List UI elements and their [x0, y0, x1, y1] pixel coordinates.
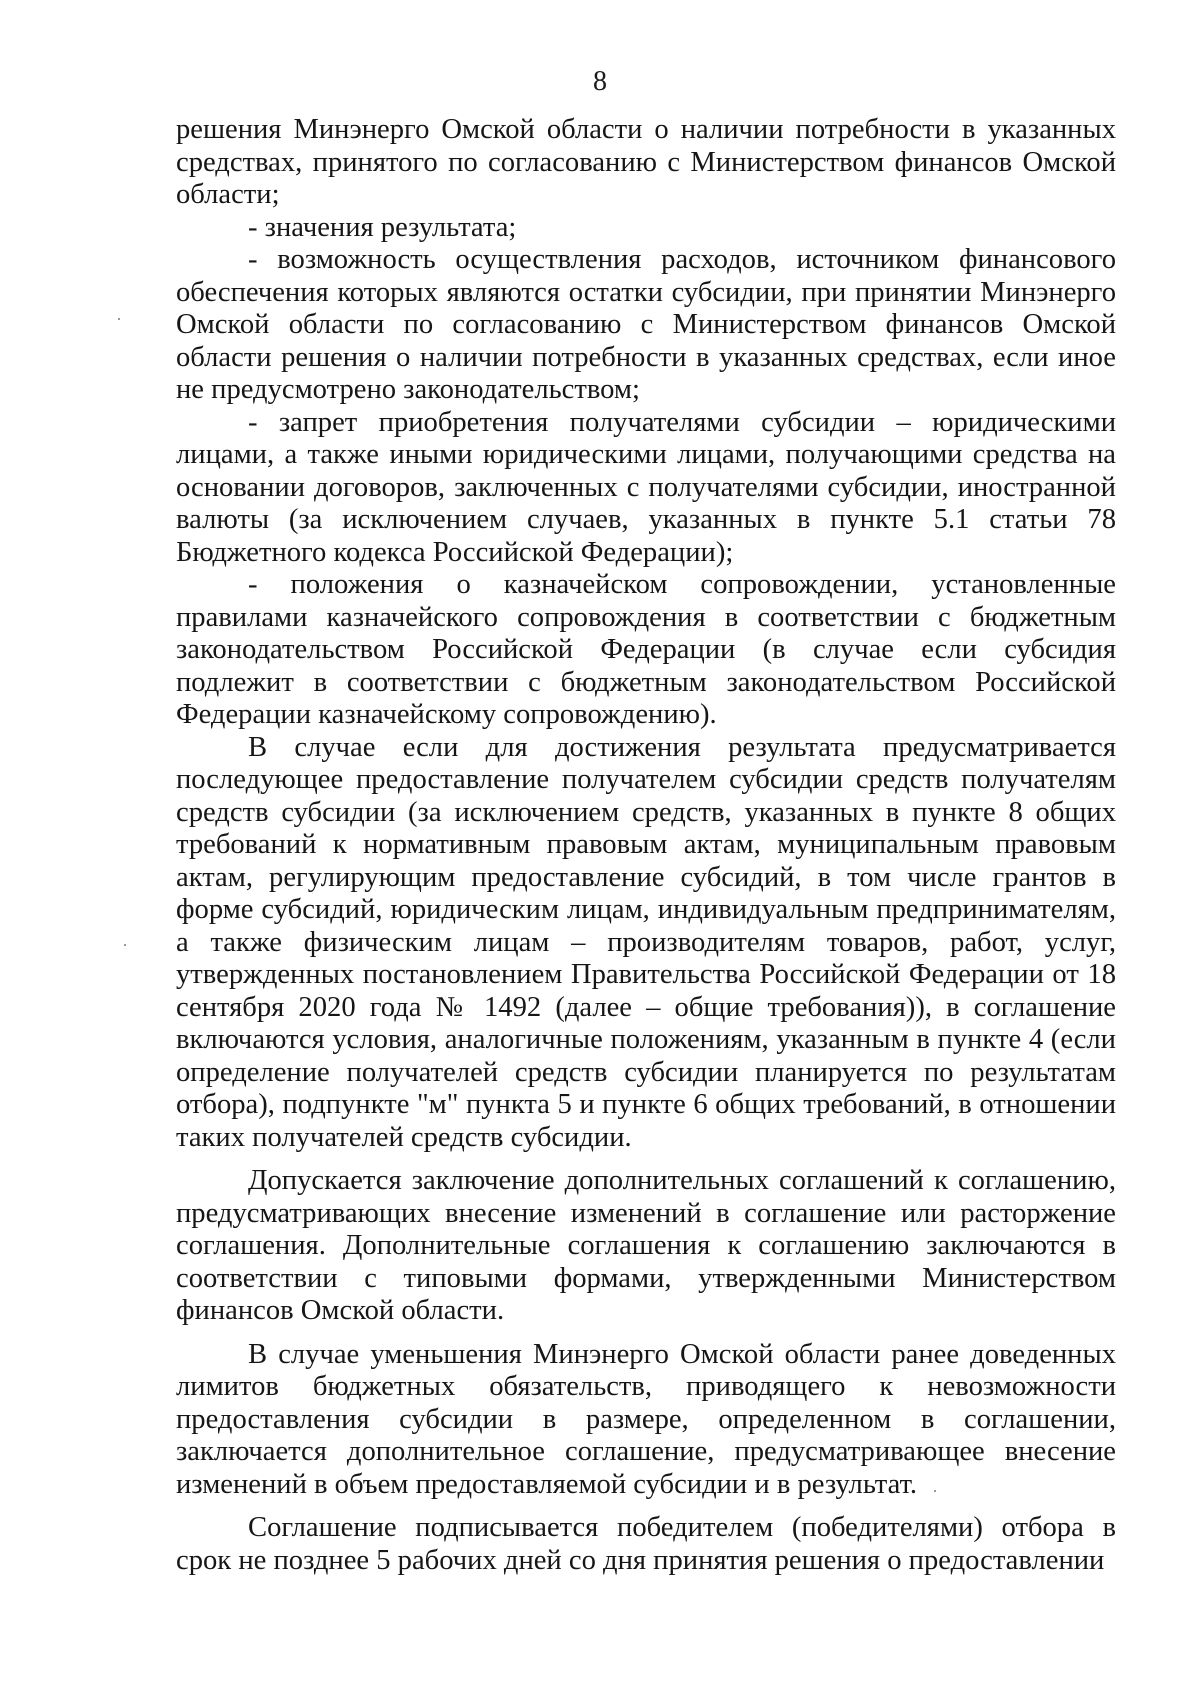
paragraph-result-achievement: В случае если для достижения результата предусматривается последующее предоставление получателем субсидии средств получателям средств субсидии (за исключением средств, указанных в пункте 8 общих требований к нормативным правовым актам, муниципальным правовым актам, регулирующим предоставление субсидий, в том числе грантов в форме субсидий, юридическим лицам, индивидуальным предпринимателям, а также физическим лицам – производителям товаров, работ, услуг, утвержденных постановлением Правительства Российской Федерации от 18 сентября 2020 года № 1492 (далее – общие требования)), в соглашение включаются условия, аналогичные положениям, указанным в пункте 4 (если определение получателей средств субсидии планируется по результатам отбора), подпункте "м" пункта 5 и пункте 6 общих требований, в отношении таких получателей средств субсидии.: [176, 731, 1116, 1153]
list-item-treasury-support: - положения о казначейском сопровождении, установленные правилами казначейского сопровождения в соответствии с бюджетным законодательством Российской Федерации (в случае если субсидия подлежит в соответствии с бюджетным законодательством Российской Федерации казначейскому сопровождению).: [176, 569, 1116, 730]
scan-speck: [934, 1490, 936, 1492]
list-item-result-values: - значения результата;: [248, 211, 517, 243]
paragraph-additional-agreements: Допускается заключение дополнительных соглашений к соглашению, предусматривающих внесение изменений в соглашение или расторжение соглашения. Дополнительные соглашения к соглашению заключаются в соответствии с типовыми формами, утвержденными Министерством финансов Омской области.: [176, 1165, 1116, 1326]
list-item-remaining-subsidy: - возможность осуществления расходов, источником финансового обеспечения которых являются остатки субсидии, при принятии Минэнерго Омской области по согласованию с Министерством финансов Омской области решения о наличии потребности в указанных средствах, если иное не предусмотрено законодательством;: [176, 244, 1116, 405]
paragraph-signing-deadline: Соглашение подписывается победителем (победителями) отбора в срок не позднее 5 рабочих дней со дня принятия решения о предоставлении: [176, 1512, 1116, 1576]
list-item-currency-prohibition: - запрет приобретения получателями субсидии – юридическими лицами, а также иными юридическими лицами, получающими средства на основании договоров, заключенных с получателями субсидии, иностранной валюты (за исключением случаев, указанных в пункте 5.1 статьи 78 Бюджетного кодекса Российской Федерации);: [176, 406, 1116, 568]
scan-speck: [118, 318, 120, 320]
page-number: 8: [593, 66, 607, 97]
scan-speck: [124, 944, 126, 946]
document-body: [176, 114, 1116, 1577]
paragraph-continuation: решения Минэнерго Омской области о наличии потребности в указанных средствах, принятого по согласованию с Министерством финансов Омской области;: [176, 114, 1116, 210]
paragraph-limit-reduction: В случае уменьшения Минэнерго Омской области ранее доведенных лимитов бюджетных обязательств, приводящего к невозможности предоставления субсидии в размере, определенном в соглашении, заключается дополнительное соглашение, предусматривающее внесение изменений в объем предоставляемой субсидии и в результат.: [176, 1338, 1116, 1500]
